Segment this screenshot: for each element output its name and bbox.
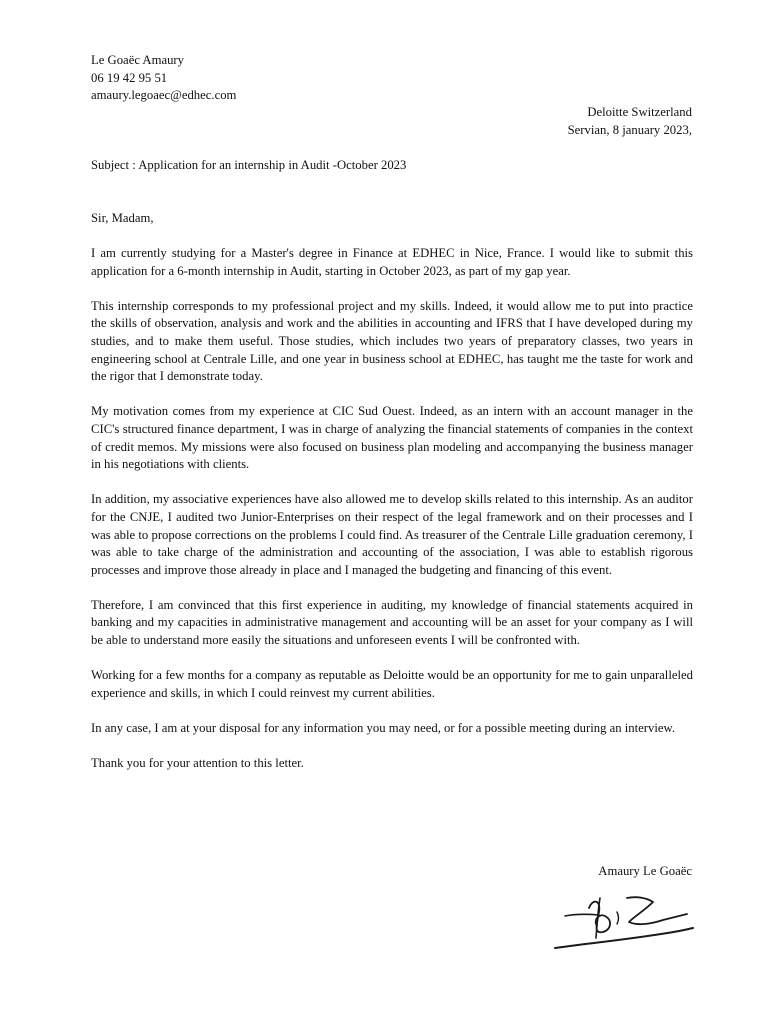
salutation: Sir, Madam, <box>91 211 154 225</box>
paragraph: Thank you for your attention to this letter. <box>91 756 304 771</box>
paragraph: I am currently studying for a Master's degree in Finance at EDHEC in Nice, France. I would like to submit this application for a 6-month internship in Audit, starting in October 2023, as part of my gap year. <box>91 246 693 278</box>
recipient-block <box>568 104 692 139</box>
place-date: Servian, 8 january 2023, <box>567 122 692 137</box>
sender-block <box>91 52 411 105</box>
subject-line: Subject : Application for an internship in Audit -October 2023 <box>91 158 407 172</box>
paragraph: My motivation comes from my experience at CIC Sud Ouest. Indeed, as an intern with an account manager in the CIC's structured finance department, I was in charge of analyzing the financial statements of companies in the context of credit memos. My missions were also focused on business plan modeling and accompanying the business manager in his negotiations with clients. <box>91 404 693 472</box>
paragraph: Therefore, I am convinced that this first experience in auditing, my knowledge of financial statements acquired in banking and my capacities in administrative management and accounting will be an asset for your company as I will be able to understand more easily the situations and unforeseen events I will be confronted with. <box>91 597 693 648</box>
sender-name: Le Goaëc Amaury <box>91 53 184 67</box>
letter-body <box>91 245 693 790</box>
paragraph: In any case, I am at your disposal for any information you may need, or for a possible meeting during an interview. <box>91 721 676 736</box>
closing-name: Amaury Le Goaëc <box>598 864 692 878</box>
paragraph: In addition, my associative experiences have also allowed me to develop skills related to this internship. As an auditor for the CNJE, I audited two Junior-Enterprises on their respect of the legal framework and on their processes and I was able to propose corrections on the problems I could find. As treasurer of the Centrale Lille graduation ceremony, I was able to take charge of the administration and accounting of the association, I was able to establish rigorous processes and improve those already in place and I managed the budgeting and financing of this event. <box>91 492 693 577</box>
sender-phone: 06 19 42 95 51 <box>91 70 168 85</box>
handwritten-signature-icon <box>553 890 695 954</box>
paragraph: Working for a few months for a company as reputable as Deloitte would be an opportunity for me to gain unparalleled experience and skills, in which I could reinvest my current abilities. <box>91 668 693 700</box>
recipient-company: Deloitte Switzerland <box>587 105 692 119</box>
paragraph: This internship corresponds to my professional project and my skills. Indeed, it would allow me to put into practice the skills of observation, analysis and work and the abilities in accounting and IFRS that I have developed during my studies, and to make them useful. Those studies, which includes two years of preparatory classes, two years in engineering school at Centrale Lille, and one year in business school at EDHEC, has taught me the taste for work and the rigor that I demonstrate today. <box>91 298 693 384</box>
sender-email: amaury.legoaec@edhec.com <box>91 88 237 103</box>
